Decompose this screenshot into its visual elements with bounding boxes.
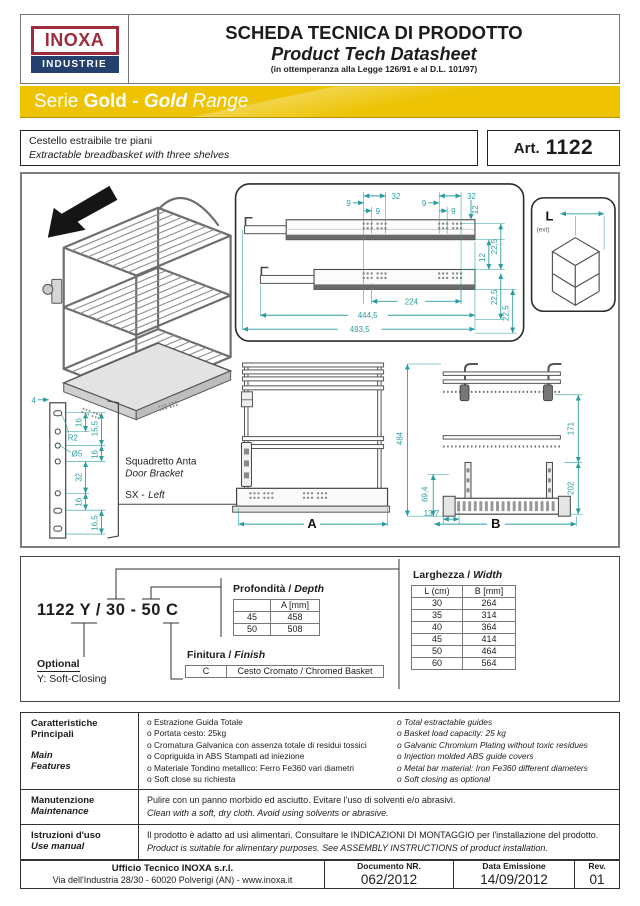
width-cell: 40 <box>412 622 463 634</box>
feature-item: o Basket load capacity: 25 kg <box>397 728 506 739</box>
width-cell: 314 <box>463 610 516 622</box>
features-label-it2: Principali <box>31 729 74 740</box>
features-list-it <box>147 717 397 785</box>
series-range: Range <box>187 91 249 112</box>
header <box>20 14 620 84</box>
dim-R2: R2 <box>67 433 78 443</box>
product-name-en: Extractable breadbasket with three shelves <box>29 149 230 161</box>
maintenance-body <box>139 790 619 824</box>
product-name-it: Cestello estraibile tre piani <box>29 135 153 147</box>
inoxa-logo <box>31 26 119 73</box>
footer <box>20 860 620 889</box>
series-separator: - <box>126 91 144 112</box>
width-table-title <box>413 569 502 581</box>
width-cell: 60 <box>412 658 463 670</box>
feature-item: o Cromatura Galvanica con assenza totale di residui tossici <box>147 739 367 750</box>
footer-office <box>21 861 325 888</box>
dim-22-5: 22,5 <box>489 289 499 306</box>
technical-drawings <box>22 174 618 546</box>
dim-16: 16 <box>90 450 100 459</box>
features-label-it1: Caratteristiche <box>31 718 98 729</box>
feature-item: o Materiale Tondino metallico: Ferro Fe360 vari diametri <box>147 762 354 773</box>
logo-cell <box>21 15 129 83</box>
finish-value-cell: Cesto Cromato / Chromed Basket <box>227 666 384 678</box>
article-number: 1122 <box>545 136 594 159</box>
width-cell: 414 <box>463 634 516 646</box>
law-note: (in ottemperanza alla Legge 126/91 e al D.L. 101/97) <box>270 64 478 75</box>
document-number-value: 062/2012 <box>360 871 418 887</box>
dim-493-5: 493,5 <box>349 325 370 335</box>
dim-224: 224 <box>404 297 419 307</box>
width-header-b: B [mm] <box>463 586 516 598</box>
usage-body <box>139 825 619 859</box>
depth-title-it: Profondità / <box>233 583 295 595</box>
maintenance-row <box>21 790 619 825</box>
features-row <box>21 713 619 790</box>
cabinet-width-drawing <box>532 198 615 311</box>
depth-cell: 45 <box>234 612 271 624</box>
document-title-en: Product Tech Datasheet <box>271 44 477 65</box>
feature-item: o Estrazione Guida Totale <box>147 717 243 727</box>
issue-date-label: Data Emissione <box>482 860 546 871</box>
usage-row <box>21 825 619 859</box>
depth-cell: 508 <box>271 624 320 636</box>
width-cell: 264 <box>463 598 516 610</box>
spec-table <box>20 712 620 860</box>
dim-171: 171 <box>566 422 576 436</box>
dim-32: 32 <box>467 191 476 201</box>
series-name-italic: Gold <box>143 91 188 112</box>
series-word: Serie <box>34 91 84 112</box>
series-band <box>20 86 620 118</box>
optional-label: Optional <box>37 658 80 670</box>
dim-diameter-5: Ø5 <box>71 449 83 459</box>
dim-16: 16 <box>74 418 84 428</box>
features-label <box>21 713 139 789</box>
technical-drawings-panel <box>20 172 620 548</box>
finish-code-cell: C <box>186 666 227 678</box>
footer-document <box>325 861 454 888</box>
dim-202: 202 <box>566 481 576 495</box>
maintenance-label-it: Manutenzione <box>31 795 95 807</box>
article-box <box>487 130 620 166</box>
logo-name: INOXA <box>31 26 119 55</box>
dim-ext: (ext) <box>536 226 550 234</box>
dim-484: 484 <box>395 431 405 446</box>
dim-444-5: 444,5 <box>357 311 378 321</box>
width-header-l: L (cm) <box>412 586 463 598</box>
bracket-label-it: Squadretto Anta <box>125 456 197 468</box>
bracket-side-prefix: SX - <box>125 490 145 502</box>
features-label-en1: Main <box>31 750 53 761</box>
usage-text-en: Product is suitable for alimentary purposes. See ASSEMBLY INSTRUCTIONS of product installation. <box>147 843 548 854</box>
usage-label-it: Istruzioni d'uso <box>31 830 101 842</box>
maintenance-label <box>21 790 139 824</box>
feature-item: o Metal bar material: Iron Fe360 different diameters <box>397 762 588 773</box>
features-body <box>139 713 619 789</box>
dim-9: 9 <box>421 198 427 208</box>
maintenance-text-it: Pulire con un panno morbido ed asciutto. Evitare l'uso di solventi e/o abrasivi. <box>147 795 456 806</box>
order-code-connectors <box>21 557 619 701</box>
slide-rails-drawing <box>236 184 524 341</box>
finish-table-title <box>187 649 265 661</box>
width-cell: 30 <box>412 598 463 610</box>
dim-32: 32 <box>391 191 401 201</box>
finish-title-en: Finish <box>234 649 266 661</box>
footer-revision <box>575 861 619 888</box>
dim-15-5: 15,5 <box>90 420 100 437</box>
finish-title-it: Finitura / <box>187 649 235 661</box>
width-cell: 50 <box>412 646 463 658</box>
depth-table-title <box>233 583 324 595</box>
feature-item: o Portata cesto: 25kg <box>147 728 227 739</box>
feature-item: o Soft closing as optional <box>397 774 491 785</box>
logo-subtitle: INDUSTRIE <box>31 56 119 73</box>
depth-header-a: A [mm] <box>271 600 320 612</box>
width-title-it: Larghezza / <box>413 569 474 581</box>
dim-69-4: 69,4 <box>420 486 430 503</box>
revision-label: Rev. <box>588 860 606 871</box>
features-label-en2: Features <box>31 761 71 772</box>
issue-date-value: 14/09/2012 <box>480 871 548 887</box>
dim-16-5: 16,5 <box>90 515 100 531</box>
order-code-panel <box>20 556 620 702</box>
depth-title-en: Depth <box>294 583 324 595</box>
width-title-en: Width <box>473 569 503 581</box>
usage-text-it: Il prodotto è adatto ad usi alimentari. Consultare le INDICAZIONI DI MONTAGGIO per l'installazione del prodotto. <box>147 830 599 841</box>
dim-22-5: 22,5 <box>489 238 499 255</box>
office-name: Ufficio Tecnico INOXA s.r.l. <box>111 862 234 874</box>
finish-table <box>185 665 384 678</box>
title-cell <box>129 15 619 83</box>
dim-9: 9 <box>346 198 351 208</box>
feature-item: o Galvanic Chromium Plating without toxic residues <box>397 739 588 750</box>
feature-item: o Copriguida in ABS Stampati ad iniezione <box>147 751 305 762</box>
dim-16: 16 <box>74 497 84 507</box>
dim-9: 9 <box>375 206 381 216</box>
optional-value: Y: Soft-Closing <box>37 673 107 685</box>
dim-13-7: 13,7 <box>423 509 440 519</box>
dim-22-5: 22,5 <box>501 305 511 321</box>
product-description <box>20 130 478 166</box>
feature-item: o Injection molded ABS guide covers <box>397 751 534 762</box>
dim-12: 12 <box>477 253 487 262</box>
office-address: Via dell'Industria 28/30 - 60020 Polverigi (AN) - www.inoxa.it <box>52 874 293 885</box>
features-list-en <box>397 717 611 785</box>
width-cell: 364 <box>463 622 516 634</box>
revision-value: 01 <box>589 871 605 887</box>
series-name-bold: Gold <box>83 91 127 112</box>
feature-item: o Total estractable guides <box>397 717 493 727</box>
width-cell: 35 <box>412 610 463 622</box>
maintenance-label-en: Maintenance <box>31 806 89 818</box>
basket-isometric-drawing <box>43 186 231 420</box>
width-table <box>411 585 516 670</box>
maintenance-text-en: Clean with a soft, dry cloth. Avoid using solvents or abrasive. <box>147 808 389 819</box>
footer-date <box>454 861 575 888</box>
width-cell: 564 <box>463 658 516 670</box>
depth-cell: 50 <box>234 624 271 636</box>
dim-9: 9 <box>451 206 456 216</box>
side-view-drawing <box>420 364 582 531</box>
bracket-side-value: Left <box>148 490 165 502</box>
usage-label <box>21 825 139 859</box>
dim-32: 32 <box>74 472 84 482</box>
document-title-it: SCHEDA TECNICA DI PRODOTTO <box>225 22 523 44</box>
article-label: Art. <box>513 139 540 157</box>
order-code: 1122 Y / 30 - 50 C <box>37 601 179 619</box>
bracket-label-en: Door Bracket <box>125 468 184 480</box>
width-cell: 45 <box>412 634 463 646</box>
dim-12: 12 <box>470 205 480 215</box>
usage-label-en: Use manual <box>31 841 85 853</box>
dim-L: L <box>545 208 554 224</box>
depth-header-blank <box>234 600 271 612</box>
feature-item: o Soft close su richiesta <box>147 774 236 785</box>
width-cell: 464 <box>463 646 516 658</box>
front-view-drawing <box>233 363 390 531</box>
depth-table <box>233 599 320 636</box>
view-label-b: B <box>491 516 501 532</box>
view-label-a: A <box>307 516 317 532</box>
dim-4: 4 <box>31 395 36 405</box>
depth-cell: 458 <box>271 612 320 624</box>
document-number-label: Documento NR. <box>357 860 421 871</box>
